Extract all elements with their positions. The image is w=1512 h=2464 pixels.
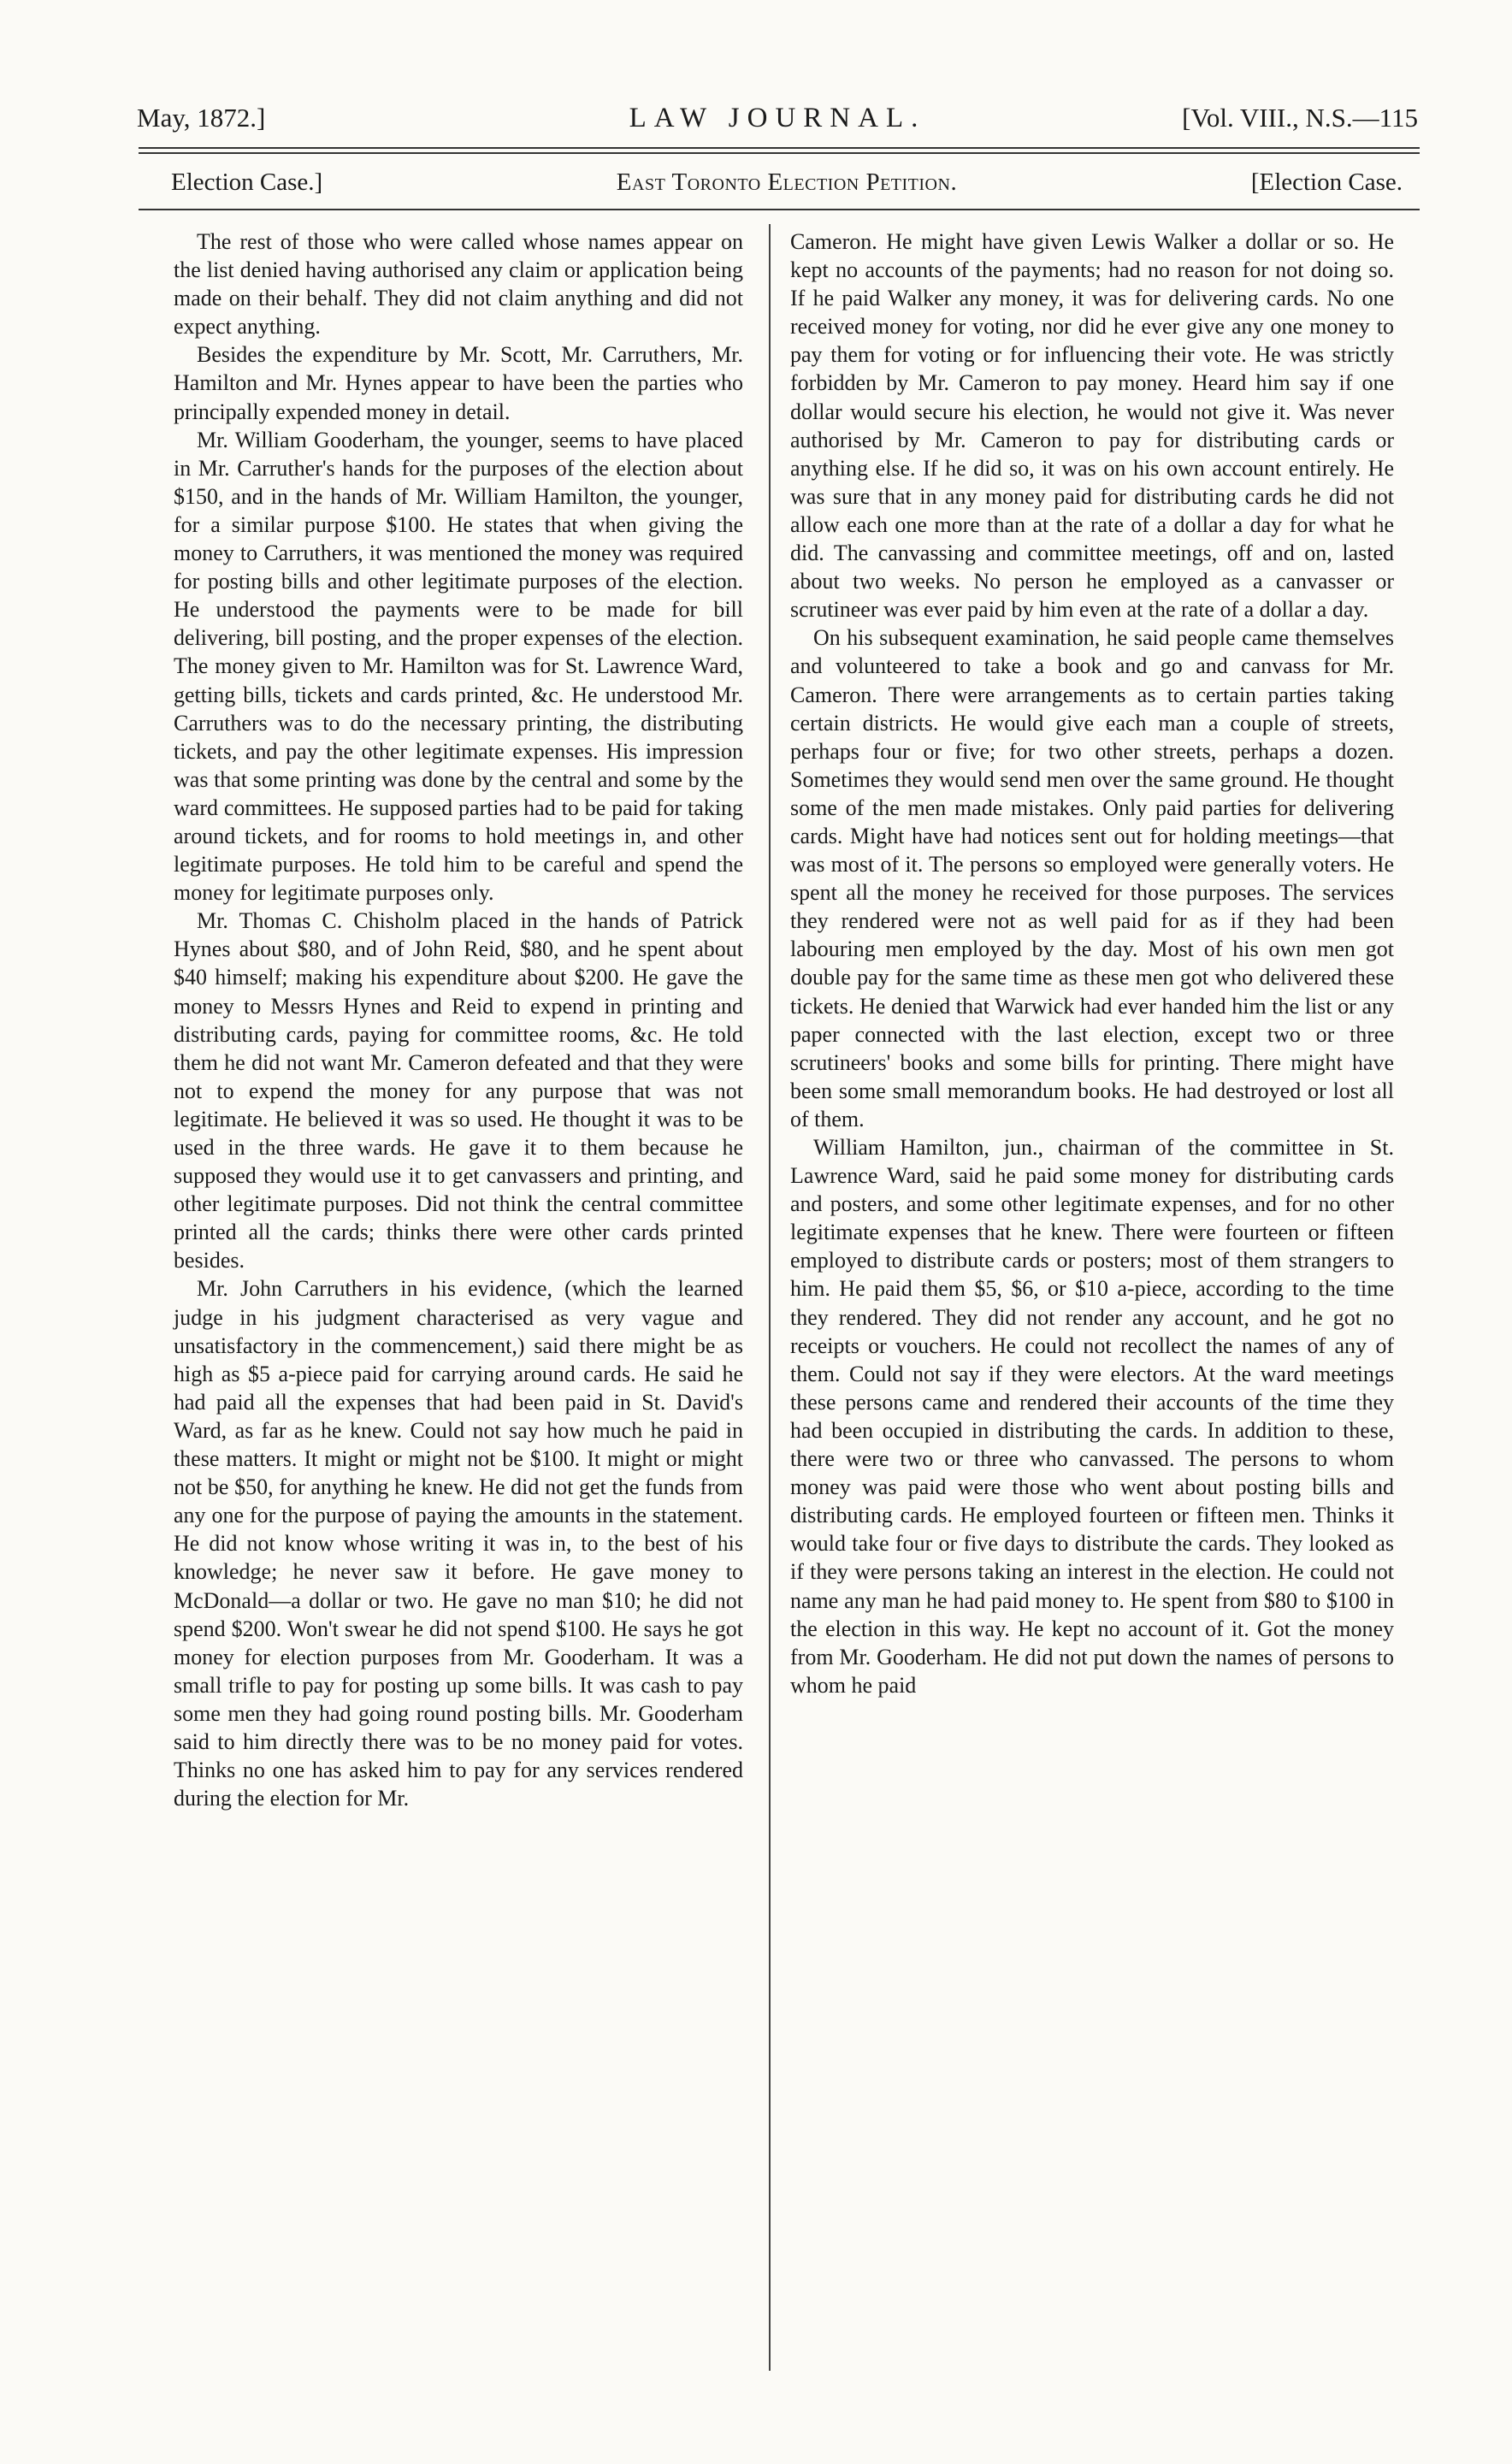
paragraph: Mr. William Gooderham, the younger, seems to have placed in Mr. Carruther's hands for the purposes of the election about $150, and in the hands of Mr. William Hamilton, the younger, for a similar purpose $100. He states that when giving the money to Carruthers, it was mentioned the money was required for posting bills and other legitimate purposes of the election. He understood the payments were to be made for bill delivering, bill posting, and the proper expenses of the election. The money given to Mr. Hamilton was for St. Lawrence Ward, getting bills, tickets and cards printed, &c. He understood Mr. Carruthers was to do the necessary printing, the distributing tickets, and pay the other legitimate expenses. His impression was that some printing was done by the central and some by the ward committees. He supposed parties had to be paid for taking around tickets, and for rooms to hold meetings in, and other legitimate purposes. He told him to be careful and spend the money for legitimate purposes only. — [174, 427, 743, 906]
issue-date: May, 1872.] — [137, 103, 266, 133]
section-title: East Toronto Election Petition. — [616, 168, 958, 196]
header-rule-bottom — [139, 152, 1420, 154]
section-head — [171, 161, 1403, 204]
paragraph: The rest of those who were called whose names appear on the list denied having authorised any claim or application being made on their behalf. They did not claim anything and did not expect anything. — [174, 229, 743, 340]
running-head — [137, 92, 1418, 144]
section-label-right: [Election Case. — [1250, 168, 1403, 196]
right-column — [790, 227, 1394, 1699]
volume-page-number: [Vol. VIII., N.S.—115 — [1182, 103, 1418, 133]
section-label-left: Election Case.] — [171, 168, 323, 196]
column-divider — [769, 224, 771, 2371]
section-rule — [139, 209, 1420, 210]
paragraph: Besides the expenditure by Mr. Scott, Mr. Carruthers, Mr. Hamilton and Mr. Hynes appear to have been the parties who principally expended money in detail. — [174, 342, 743, 424]
journal-title: LAW JOURNAL. — [629, 103, 926, 133]
paragraph: On his subsequent examination, he said people came themselves and volunteered to take a book and go and canvass for Mr. Cameron. There were arrangements as to certain parties taking certain districts. He would give each man a couple of streets, perhaps four or five; for two other streets, perhaps a dozen. Sometimes they would send men over the same ground. He thought some of the men made mistakes. Only paid parties for delivering cards. Might have had notices sent out for holding meetings—that was most of it. The persons so employed were generally voters. He spent all the money he received for those purposes. The services they rendered were not as well paid for as if they had been labouring men employed by the day. Most of his own men got double pay for the same time as these men got who delivered these tickets. He denied that Warwick had ever handed him the list or any paper connected with the last election, except two or three scrutineers' books and some bills for printing. There might have been some small memorandum books. He had destroyed or lost all of them. — [790, 625, 1394, 1132]
paragraph-continued: Cameron. He might have given Lewis Walker a dollar or so. He kept no accounts of the payments; had no reason for not doing so. If he paid Walker any money, it was for delivering cards. No one received money for voting, nor did he ever give any one money to pay them for voting or for influencing their vote. He was strictly forbidden by Mr. Cameron to pay money. Heard him say if one dollar would secure his election, he would not give it. Was never authorised by Mr. Cameron to pay for distributing cards or anything else. If he did so, it was on his own account entirely. He was sure that in any money paid for distributing cards he did not allow each one more than at the rate of a dollar a day for what he did. The canvassing and committee meetings, off and on, lasted about two weeks. No person he employed as a canvasser or scrutineer was ever paid by him even at the rate of a dollar a day. — [790, 229, 1394, 623]
paragraph: William Hamilton, jun., chairman of the committee in St. Lawrence Ward, said he paid some money for distributing cards and posters, and some other legitimate expenses, and for no other legitimate expenses that he knew. There were fourteen or fifteen employed to distribute cards or posters; most of them strangers to him. He paid them $5, $6, or $10 a-piece, according to the time they rendered. They did not render any account, and he got no receipts or vouchers. He could not recollect the names of any of them. Could not say if they were electors. At the ward meetings these persons came and rendered their accounts of the time they had been occupied in distributing the cards. In addition to these, there were two or three who canvassed. The persons to whom money was paid were those who went about posting bills and distributing cards. He employed fourteen or fifteen men. Thinks it would take four or five days to distribute the cards. They looked as if they were persons taking an interest in the election. He could not name any man he had paid money to. He spent from $80 to $100 in the election in this way. He kept no account of it. Got the money from Mr. Gooderham. He did not put down the names of persons to whom he paid — [790, 1135, 1394, 1698]
left-column — [174, 227, 743, 1812]
paragraph: Mr. John Carruthers in his evidence, (which the learned judge in his judgment characterised as very vague and unsatisfactory in the commencement,) said there might be as high as $5 a-piece paid for carrying around cards. He said he had paid all the expenses that had been paid in St. David's Ward, as far as he knew. Could not say how much he paid in these matters. It might or might not be $100. It might or might not be $50, for anything he knew. He did not get the funds from any one for the purpose of paying the amounts in the statement. He did not know whose writing it was in, to the best of his knowledge; he never saw it before. He gave money to McDonald—a dollar or two. He gave no man $10; he did not spend $200. Won't swear he did not spend $100. He says he got money for election purposes from Mr. Gooderham. It was a small trifle to pay for posting up some bills. It was cash to pay some men they had going round posting bills. Mr. Gooderham said to him directly there was to be no money paid for votes. Thinks no one has asked him to pay for any services rendered during the election for Mr. — [174, 1276, 743, 1811]
paragraph: Mr. Thomas C. Chisholm placed in the hands of Patrick Hynes about $80, and of John Reid, $80, and he spent about $40 himself; making his expenditure about $200. He gave the money to Messrs Hynes and Reid to expend in printing and distributing cards, paying for committee rooms, &c. He told them he did not want Mr. Cameron defeated and that they were not to expend the money for any purpose that was not legitimate. He believed it was so used. He thought it was to be used in the three wards. He gave it to them because he supposed they would use it to get canvassers and printing, and other legitimate purposes. Did not think the central committee printed all the cards; thinks there were other cards printed besides. — [174, 908, 743, 1273]
header-rule-top — [139, 147, 1420, 149]
